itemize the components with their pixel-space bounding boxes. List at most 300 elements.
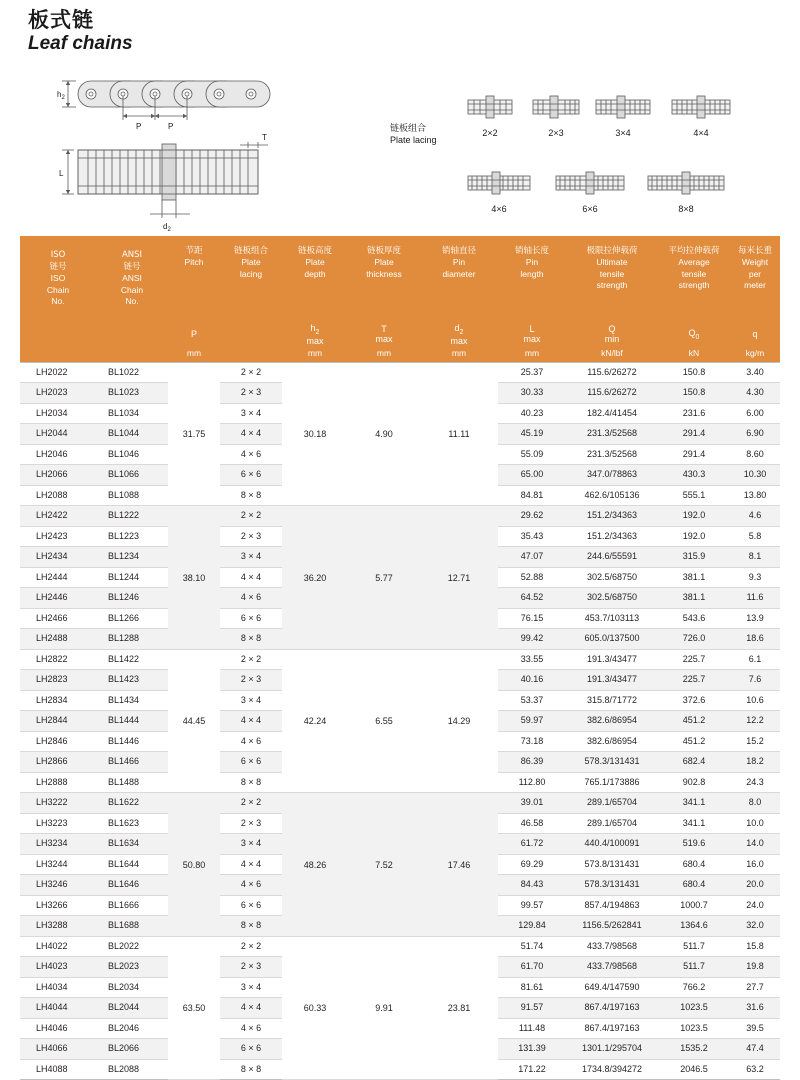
cell-pin-length: 64.52 [498, 588, 566, 609]
cell-pin-length: 99.42 [498, 629, 566, 650]
cell-iso-chain-no: LH2023 [20, 383, 96, 404]
cell-weight-per-meter: 13.9 [730, 608, 780, 629]
cell-average-tensile-strength: 430.3 [658, 465, 730, 486]
cell-ansi-chain-no: BL1623 [96, 813, 168, 834]
cell-ansi-chain-no: BL1488 [96, 772, 168, 793]
header-row-units [20, 347, 780, 363]
cell-ultimate-tensile-strength: 315.8/71772 [566, 690, 658, 711]
cell-pitch: 44.45 [168, 649, 220, 793]
cell-ultimate-tensile-strength: 302.5/68750 [566, 588, 658, 609]
cell-ultimate-tensile-strength: 115.6/26272 [566, 362, 658, 383]
cell-average-tensile-strength: 555.1 [658, 485, 730, 506]
cell-ultimate-tensile-strength: 867.4/197163 [566, 998, 658, 1019]
cell-plate-depth: 30.18 [282, 362, 348, 506]
cell-weight-per-meter: 16.0 [730, 854, 780, 875]
cell-pin-length: 59.97 [498, 711, 566, 732]
cell-ultimate-tensile-strength: 440.4/100091 [566, 834, 658, 855]
table-row [20, 936, 780, 957]
cell-ansi-chain-no: BL1444 [96, 711, 168, 732]
cell-plate-lacing: 2 × 2 [220, 793, 282, 814]
cell-ansi-chain-no: BL1246 [96, 588, 168, 609]
cell-iso-chain-no: LH2844 [20, 711, 96, 732]
spec-table-head [20, 236, 780, 362]
cell-ansi-chain-no: BL1688 [96, 916, 168, 937]
table-row [20, 649, 780, 670]
lacing-caption-6x6: 6×6 [582, 204, 598, 214]
title-english: Leaf chains [28, 33, 133, 55]
cell-iso-chain-no: LH2434 [20, 547, 96, 568]
cell-pin-length: 30.33 [498, 383, 566, 404]
cell-iso-chain-no: LH3222 [20, 793, 96, 814]
cell-weight-per-meter: 19.8 [730, 957, 780, 978]
cell-ultimate-tensile-strength: 573.8/131431 [566, 854, 658, 875]
cell-iso-chain-no: LH3244 [20, 854, 96, 875]
cell-plate-lacing: 8 × 8 [220, 916, 282, 937]
cell-average-tensile-strength: 2046.5 [658, 1059, 730, 1080]
cell-ansi-chain-no: BL1266 [96, 608, 168, 629]
cell-average-tensile-strength: 381.1 [658, 588, 730, 609]
cell-plate-lacing: 8 × 8 [220, 485, 282, 506]
spec-table-container [20, 236, 780, 1080]
cell-average-tensile-strength: 511.7 [658, 936, 730, 957]
cell-weight-per-meter: 15.8 [730, 936, 780, 957]
cell-plate-lacing: 4 × 4 [220, 854, 282, 875]
unit-uts: kN/lbf [566, 347, 658, 363]
cell-plate-lacing: 2 × 3 [220, 526, 282, 547]
cell-ultimate-tensile-strength: 765.1/173886 [566, 772, 658, 793]
cell-plate-lacing: 3 × 4 [220, 403, 282, 424]
cell-iso-chain-no: LH2846 [20, 731, 96, 752]
cell-weight-per-meter: 27.7 [730, 977, 780, 998]
cell-ultimate-tensile-strength: 453.7/103113 [566, 608, 658, 629]
cell-weight-per-meter: 63.2 [730, 1059, 780, 1080]
cell-weight-per-meter: 14.0 [730, 834, 780, 855]
cell-average-tensile-strength: 192.0 [658, 526, 730, 547]
cell-ultimate-tensile-strength: 1301.1/295704 [566, 1039, 658, 1060]
cell-ultimate-tensile-strength: 115.6/26272 [566, 383, 658, 404]
header-row-titles [20, 236, 780, 322]
cell-weight-per-meter: 8.60 [730, 444, 780, 465]
cell-ultimate-tensile-strength: 433.7/98568 [566, 957, 658, 978]
cell-weight-per-meter: 20.0 [730, 875, 780, 896]
cell-ansi-chain-no: BL1046 [96, 444, 168, 465]
cell-ansi-chain-no: BL1622 [96, 793, 168, 814]
cell-ultimate-tensile-strength: 151.2/34363 [566, 506, 658, 527]
cell-ansi-chain-no: BL1466 [96, 752, 168, 773]
lacing-caption-8x8: 8×8 [678, 204, 694, 214]
cell-average-tensile-strength: 341.1 [658, 813, 730, 834]
section-view-chain [62, 142, 268, 218]
cell-pin-length: 99.57 [498, 895, 566, 916]
title-chinese: 板式链 [28, 8, 94, 32]
cell-weight-per-meter: 6.90 [730, 424, 780, 445]
cell-ansi-chain-no: BL1034 [96, 403, 168, 424]
cell-pin-length: 69.29 [498, 854, 566, 875]
th-ultimate-tensile-strength: 极限拉伸载荷 Ultimate tensile strength [566, 236, 658, 322]
cell-pin-length: 25.37 [498, 362, 566, 383]
cell-iso-chain-no: LH3234 [20, 834, 96, 855]
cell-ultimate-tensile-strength: 578.3/131431 [566, 875, 658, 896]
cell-plate-lacing: 3 × 4 [220, 834, 282, 855]
cell-average-tensile-strength: 192.0 [658, 506, 730, 527]
cell-iso-chain-no: LH2866 [20, 752, 96, 773]
sym-lacing [220, 322, 282, 347]
cell-ultimate-tensile-strength: 289.1/65704 [566, 793, 658, 814]
cell-average-tensile-strength: 381.1 [658, 567, 730, 588]
chain-diagram [0, 72, 800, 232]
cell-plate-lacing: 2 × 3 [220, 813, 282, 834]
cell-pin-diameter: 23.81 [420, 936, 498, 1080]
cell-iso-chain-no: LH4044 [20, 998, 96, 1019]
cell-plate-lacing: 4 × 6 [220, 875, 282, 896]
cell-plate-lacing: 8 × 8 [220, 1059, 282, 1080]
label-h2: $h_2$ [57, 90, 65, 101]
cell-plate-depth: 48.26 [282, 793, 348, 937]
cell-plate-depth: 42.24 [282, 649, 348, 793]
cell-weight-per-meter: 8.0 [730, 793, 780, 814]
cell-iso-chain-no: LH4046 [20, 1018, 96, 1039]
cell-pin-diameter: 17.46 [420, 793, 498, 937]
cell-average-tensile-strength: 1535.2 [658, 1039, 730, 1060]
cell-average-tensile-strength: 680.4 [658, 875, 730, 896]
cell-plate-lacing: 4 × 4 [220, 711, 282, 732]
cell-pin-length: 29.62 [498, 506, 566, 527]
cell-pin-length: 129.84 [498, 916, 566, 937]
cell-plate-lacing: 2 × 2 [220, 649, 282, 670]
cell-ansi-chain-no: BL1644 [96, 854, 168, 875]
cell-weight-per-meter: 9.3 [730, 567, 780, 588]
cell-ansi-chain-no: BL1434 [96, 690, 168, 711]
cell-ultimate-tensile-strength: 289.1/65704 [566, 813, 658, 834]
cell-plate-lacing: 4 × 4 [220, 998, 282, 1019]
unit-plate-depth: mm [282, 347, 348, 363]
cell-pin-length: 61.72 [498, 834, 566, 855]
cell-pin-length: 73.18 [498, 731, 566, 752]
cell-average-tensile-strength: 451.2 [658, 731, 730, 752]
cell-plate-thickness: 7.52 [348, 793, 420, 937]
cell-ultimate-tensile-strength: 151.2/34363 [566, 526, 658, 547]
cell-plate-lacing: 2 × 3 [220, 383, 282, 404]
cell-ansi-chain-no: BL1234 [96, 547, 168, 568]
cell-pin-length: 46.58 [498, 813, 566, 834]
cell-iso-chain-no: LH3266 [20, 895, 96, 916]
cell-average-tensile-strength: 372.6 [658, 690, 730, 711]
cell-weight-per-meter: 10.0 [730, 813, 780, 834]
cell-ansi-chain-no: BL1288 [96, 629, 168, 650]
cell-plate-lacing: 3 × 4 [220, 547, 282, 568]
cell-iso-chain-no: LH2834 [20, 690, 96, 711]
spec-table [20, 236, 780, 1080]
cell-iso-chain-no: LH2823 [20, 670, 96, 691]
cell-ultimate-tensile-strength: 382.6/86954 [566, 731, 658, 752]
th-ansi-chain-no: ANSI 链号 ANSI Chain No. [96, 236, 168, 322]
cell-plate-lacing: 2 × 3 [220, 957, 282, 978]
cell-ansi-chain-no: BL2034 [96, 977, 168, 998]
cell-iso-chain-no: LH2022 [20, 362, 96, 383]
cell-average-tensile-strength: 1000.7 [658, 895, 730, 916]
cell-plate-lacing: 6 × 6 [220, 465, 282, 486]
cell-ansi-chain-no: BL1022 [96, 362, 168, 383]
cell-ansi-chain-no: BL1646 [96, 875, 168, 896]
unit-iso [20, 347, 96, 363]
cell-ultimate-tensile-strength: 605.0/137500 [566, 629, 658, 650]
cell-pin-length: 81.61 [498, 977, 566, 998]
cell-plate-thickness: 6.55 [348, 649, 420, 793]
cell-pin-length: 86.39 [498, 752, 566, 773]
cell-average-tensile-strength: 225.7 [658, 649, 730, 670]
cell-iso-chain-no: LH3246 [20, 875, 96, 896]
cell-ansi-chain-no: BL1023 [96, 383, 168, 404]
sym-ats: $Q_0$ [658, 322, 730, 347]
cell-average-tensile-strength: 451.2 [658, 711, 730, 732]
cell-average-tensile-strength: 225.7 [658, 670, 730, 691]
sym-plate-depth: $h_2$ max [282, 322, 348, 347]
cell-iso-chain-no: LH2466 [20, 608, 96, 629]
unit-ansi [96, 347, 168, 363]
th-plate-thickness: 链板厚度 Plate thickness [348, 236, 420, 322]
cell-weight-per-meter: 12.2 [730, 711, 780, 732]
lacing-caption-2x3: 2×3 [548, 128, 564, 138]
cell-average-tensile-strength: 291.4 [658, 444, 730, 465]
cell-pin-length: 55.09 [498, 444, 566, 465]
cell-iso-chain-no: LH3223 [20, 813, 96, 834]
cell-ansi-chain-no: BL2046 [96, 1018, 168, 1039]
th-pin-length: 销轴长度 Pin length [498, 236, 566, 322]
cell-plate-lacing: 2 × 3 [220, 670, 282, 691]
cell-plate-lacing: 4 × 6 [220, 588, 282, 609]
cell-plate-thickness: 4.90 [348, 362, 420, 506]
cell-pin-diameter: 14.29 [420, 649, 498, 793]
cell-pin-length: 65.00 [498, 465, 566, 486]
cell-weight-per-meter: 39.5 [730, 1018, 780, 1039]
cell-pin-length: 53.37 [498, 690, 566, 711]
cell-average-tensile-strength: 680.4 [658, 854, 730, 875]
cell-weight-per-meter: 32.0 [730, 916, 780, 937]
cell-pin-length: 171.22 [498, 1059, 566, 1080]
cell-average-tensile-strength: 231.6 [658, 403, 730, 424]
cell-plate-thickness: 5.77 [348, 506, 420, 650]
cell-ansi-chain-no: BL2022 [96, 936, 168, 957]
th-pitch: 节距 Pitch [168, 236, 220, 322]
cell-ultimate-tensile-strength: 578.3/131431 [566, 752, 658, 773]
cell-pitch: 31.75 [168, 362, 220, 506]
cell-iso-chain-no: LH3288 [20, 916, 96, 937]
th-pin-diameter: 销轴直径 Pin diameter [420, 236, 498, 322]
cell-ansi-chain-no: BL2023 [96, 957, 168, 978]
th-weight-per-meter: 每米长重 Weight per meter [730, 236, 780, 322]
cell-pin-length: 35.43 [498, 526, 566, 547]
cell-iso-chain-no: LH2066 [20, 465, 96, 486]
cell-plate-lacing: 4 × 6 [220, 731, 282, 752]
cell-pitch: 63.50 [168, 936, 220, 1080]
lacing-caption-4x6: 4×6 [491, 204, 507, 214]
sym-pin-diameter: $d_2$ max [420, 322, 498, 347]
cell-plate-lacing: 4 × 4 [220, 567, 282, 588]
unit-ats: kN [658, 347, 730, 363]
cell-average-tensile-strength: 291.4 [658, 424, 730, 445]
cell-iso-chain-no: LH2034 [20, 403, 96, 424]
cell-average-tensile-strength: 682.4 [658, 752, 730, 773]
cell-pin-length: 52.88 [498, 567, 566, 588]
cell-weight-per-meter: 10.30 [730, 465, 780, 486]
lacing-caption-4x4: 4×4 [693, 128, 709, 138]
cell-iso-chain-no: LH2444 [20, 567, 96, 588]
cell-weight-per-meter: 3.40 [730, 362, 780, 383]
label-T: T [262, 133, 267, 142]
cell-average-tensile-strength: 902.8 [658, 772, 730, 793]
cell-weight-per-meter: 4.30 [730, 383, 780, 404]
cell-pin-length: 47.07 [498, 547, 566, 568]
lacing-icons-row1 [468, 96, 730, 118]
plate-lacing-caption [390, 124, 437, 147]
sym-pitch: P [168, 322, 220, 347]
cell-ultimate-tensile-strength: 1734.8/394272 [566, 1059, 658, 1080]
sym-plate-thickness: T max [348, 322, 420, 347]
cell-ultimate-tensile-strength: 462.6/105136 [566, 485, 658, 506]
cell-plate-lacing: 8 × 8 [220, 629, 282, 650]
unit-pin-length: mm [498, 347, 566, 363]
cell-ansi-chain-no: BL2066 [96, 1039, 168, 1060]
unit-pitch: mm [168, 347, 220, 363]
cell-ultimate-tensile-strength: 1156.5/262841 [566, 916, 658, 937]
cell-ansi-chain-no: BL1222 [96, 506, 168, 527]
cell-average-tensile-strength: 511.7 [658, 957, 730, 978]
cell-pin-length: 51.74 [498, 936, 566, 957]
cell-average-tensile-strength: 519.6 [658, 834, 730, 855]
cell-ansi-chain-no: BL1044 [96, 424, 168, 445]
cell-ultimate-tensile-strength: 231.3/52568 [566, 444, 658, 465]
cell-pin-length: 40.23 [498, 403, 566, 424]
cell-average-tensile-strength: 1364.6 [658, 916, 730, 937]
cell-weight-per-meter: 4.6 [730, 506, 780, 527]
cell-pin-length: 61.70 [498, 957, 566, 978]
cell-iso-chain-no: LH2046 [20, 444, 96, 465]
th-iso-chain-no: ISO 链号 ISO Chain No. [20, 236, 96, 322]
cell-average-tensile-strength: 766.2 [658, 977, 730, 998]
label-L: L [59, 169, 64, 178]
cell-plate-lacing: 3 × 4 [220, 690, 282, 711]
lacing-icons-row2 [468, 172, 724, 194]
cell-ultimate-tensile-strength: 191.3/43477 [566, 649, 658, 670]
page-title [28, 8, 133, 55]
cell-ansi-chain-no: BL2088 [96, 1059, 168, 1080]
cell-pin-length: 84.81 [498, 485, 566, 506]
cell-pin-diameter: 11.11 [420, 362, 498, 506]
cell-plate-depth: 36.20 [282, 506, 348, 650]
cell-ultimate-tensile-strength: 433.7/98568 [566, 936, 658, 957]
cell-ultimate-tensile-strength: 244.6/55591 [566, 547, 658, 568]
cell-pin-diameter: 12.71 [420, 506, 498, 650]
cell-plate-lacing: 2 × 2 [220, 362, 282, 383]
cell-pin-length: 84.43 [498, 875, 566, 896]
cell-average-tensile-strength: 315.9 [658, 547, 730, 568]
cell-iso-chain-no: LH4022 [20, 936, 96, 957]
cell-plate-lacing: 6 × 6 [220, 608, 282, 629]
cell-weight-per-meter: 6.00 [730, 403, 780, 424]
cell-ultimate-tensile-strength: 231.3/52568 [566, 424, 658, 445]
cell-plate-lacing: 4 × 6 [220, 444, 282, 465]
cell-average-tensile-strength: 1023.5 [658, 1018, 730, 1039]
cell-plate-lacing: 6 × 6 [220, 752, 282, 773]
th-average-tensile-strength: 平均拉伸载荷 Average tensile strength [658, 236, 730, 322]
cell-iso-chain-no: LH2488 [20, 629, 96, 650]
unit-weight: kg/m [730, 347, 780, 363]
cell-average-tensile-strength: 150.8 [658, 383, 730, 404]
cell-ansi-chain-no: BL1634 [96, 834, 168, 855]
cell-ultimate-tensile-strength: 857.4/194863 [566, 895, 658, 916]
cell-iso-chain-no: LH2888 [20, 772, 96, 793]
cell-plate-lacing: 4 × 4 [220, 424, 282, 445]
lacing-caption-3x4: 3×4 [615, 128, 631, 138]
cell-ansi-chain-no: BL1223 [96, 526, 168, 547]
cell-iso-chain-no: LH2822 [20, 649, 96, 670]
label-P2: P [168, 122, 174, 131]
cell-iso-chain-no: LH2088 [20, 485, 96, 506]
cell-average-tensile-strength: 543.6 [658, 608, 730, 629]
cell-weight-per-meter: 18.6 [730, 629, 780, 650]
th-plate-depth: 链板高度 Plate depth [282, 236, 348, 322]
cell-weight-per-meter: 15.2 [730, 731, 780, 752]
cell-plate-lacing: 2 × 2 [220, 936, 282, 957]
cell-average-tensile-strength: 341.1 [658, 793, 730, 814]
cell-ultimate-tensile-strength: 867.4/197163 [566, 1018, 658, 1039]
cell-iso-chain-no: LH4034 [20, 977, 96, 998]
cell-pin-length: 40.16 [498, 670, 566, 691]
cell-ansi-chain-no: BL1066 [96, 465, 168, 486]
cell-ultimate-tensile-strength: 382.6/86954 [566, 711, 658, 732]
cell-pitch: 50.80 [168, 793, 220, 937]
cell-weight-per-meter: 31.6 [730, 998, 780, 1019]
cell-iso-chain-no: LH4066 [20, 1039, 96, 1060]
cell-iso-chain-no: LH2446 [20, 588, 96, 609]
cell-plate-lacing: 4 × 6 [220, 1018, 282, 1039]
unit-plate-thickness: mm [348, 347, 420, 363]
table-row [20, 793, 780, 814]
cell-average-tensile-strength: 1023.5 [658, 998, 730, 1019]
cell-ultimate-tensile-strength: 302.5/68750 [566, 567, 658, 588]
cell-pin-length: 112.80 [498, 772, 566, 793]
cell-iso-chain-no: LH2423 [20, 526, 96, 547]
cell-weight-per-meter: 7.6 [730, 670, 780, 691]
cell-ansi-chain-no: BL1244 [96, 567, 168, 588]
cell-plate-lacing: 3 × 4 [220, 977, 282, 998]
cell-plate-lacing: 8 × 8 [220, 772, 282, 793]
cell-plate-thickness: 9.91 [348, 936, 420, 1080]
cell-ansi-chain-no: BL2044 [96, 998, 168, 1019]
unit-lacing [220, 347, 282, 363]
cell-weight-per-meter: 6.1 [730, 649, 780, 670]
plate-lacing-caption-en: Plate lacing [390, 135, 437, 146]
label-P1: P [136, 122, 142, 131]
cell-pin-length: 39.01 [498, 793, 566, 814]
cell-weight-per-meter: 8.1 [730, 547, 780, 568]
cell-weight-per-meter: 47.4 [730, 1039, 780, 1060]
cell-plate-depth: 60.33 [282, 936, 348, 1080]
cell-weight-per-meter: 5.8 [730, 526, 780, 547]
cell-ultimate-tensile-strength: 191.3/43477 [566, 670, 658, 691]
cell-pin-length: 33.55 [498, 649, 566, 670]
spec-table-body [20, 362, 780, 1080]
cell-plate-lacing: 2 × 2 [220, 506, 282, 527]
sym-uts: Q min [566, 322, 658, 347]
cell-pin-length: 45.19 [498, 424, 566, 445]
cell-weight-per-meter: 24.3 [730, 772, 780, 793]
table-row [20, 506, 780, 527]
sym-ansi [96, 322, 168, 347]
cell-plate-lacing: 6 × 6 [220, 895, 282, 916]
cell-pin-length: 131.39 [498, 1039, 566, 1060]
cell-ultimate-tensile-strength: 182.4/41454 [566, 403, 658, 424]
